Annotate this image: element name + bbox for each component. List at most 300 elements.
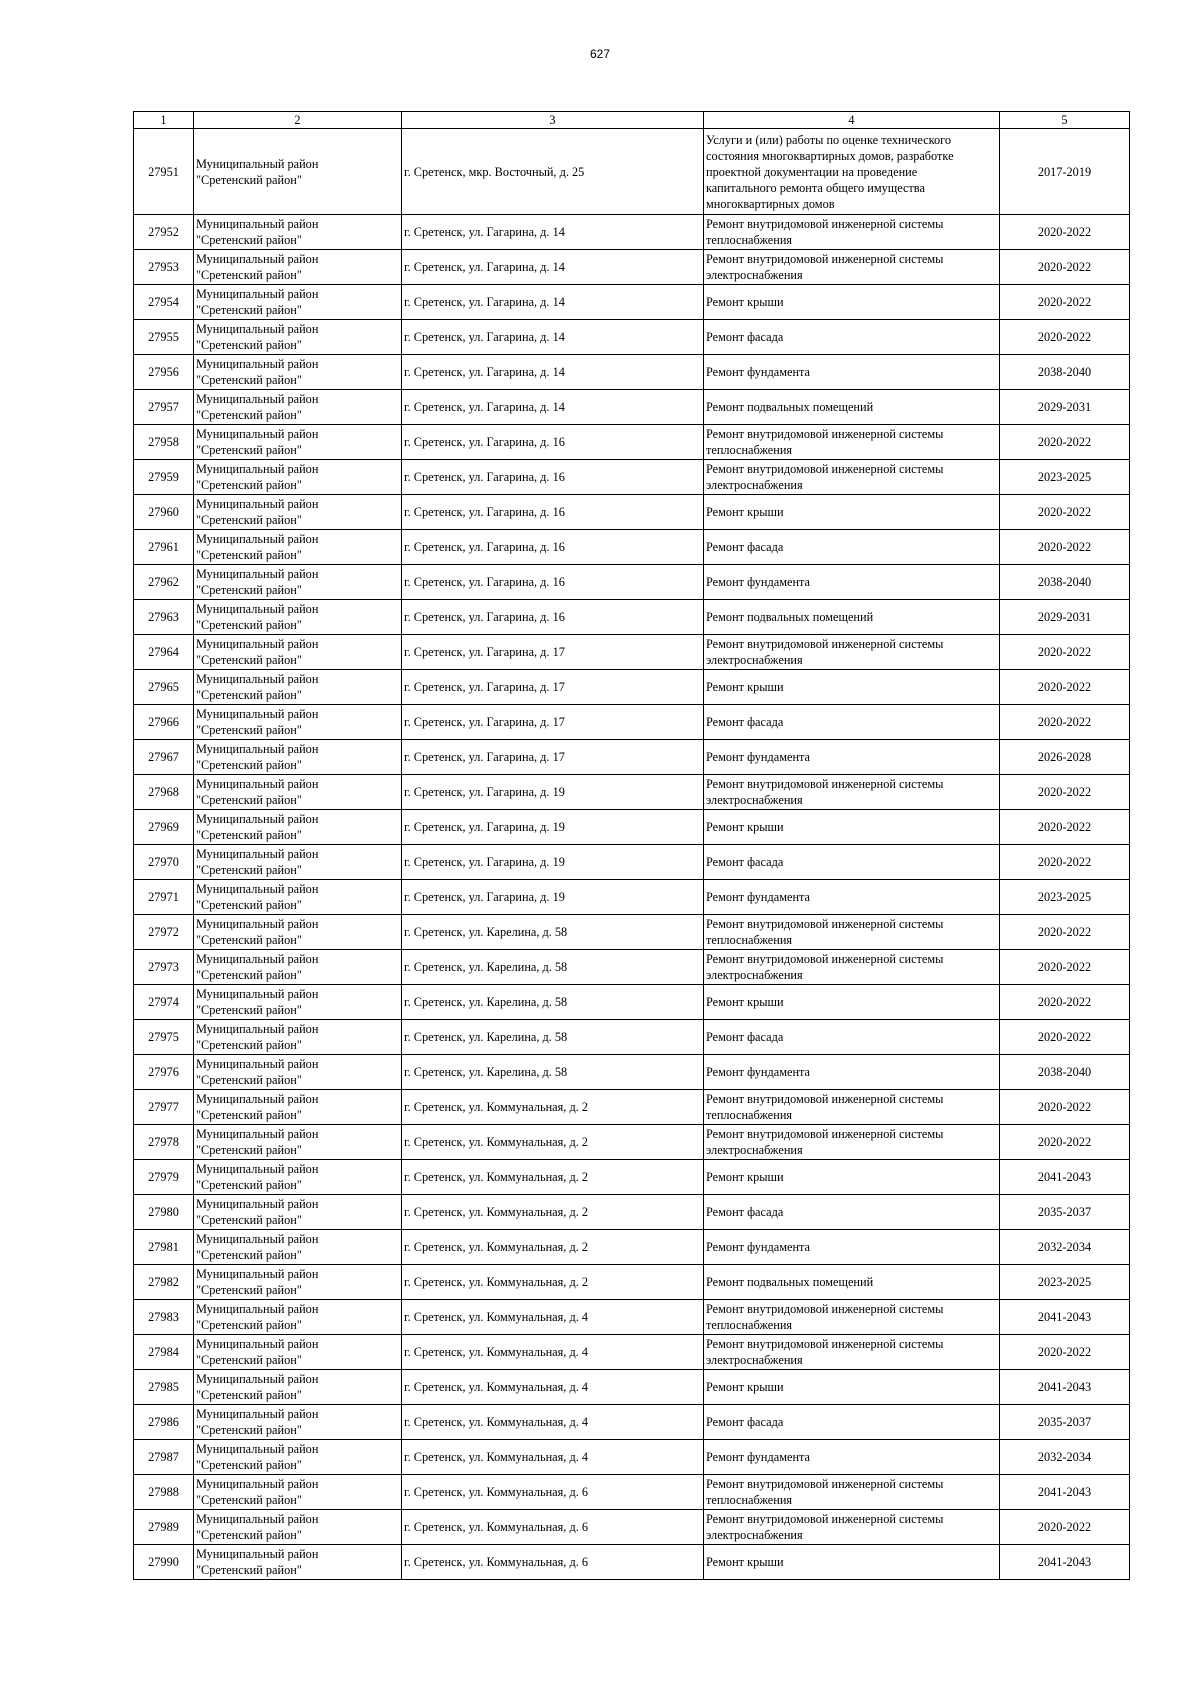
district-cell [194,1055,402,1090]
address-cell: г. Сретенск, ул. Гагарина, д. 19 [402,810,704,845]
district-cell [194,355,402,390]
address-cell: г. Сретенск, ул. Карелина, д. 58 [402,1020,704,1055]
work-type-line: Ремонт фасада [706,1205,784,1219]
work-type-line: теплоснабжения [706,1493,793,1507]
district-cell [194,1020,402,1055]
work-type-line: Ремонт внутридомовой инженерной системы [706,1127,944,1141]
work-type-line: Услуги и (или) работы по оценке технического [706,132,951,147]
repair-schedule-table [133,111,1130,1580]
work-type-cell [704,1440,1000,1475]
period-cell: 2038-2040 [1000,1055,1130,1090]
work-type-cell [704,1160,1000,1195]
work-type-cell [704,950,1000,985]
district-cell [194,1195,402,1230]
work-type-line: Ремонт крыши [706,505,784,519]
address-cell: г. Сретенск, ул. Гагарина, д. 17 [402,670,704,705]
address-cell: г. Сретенск, ул. Коммунальная, д. 6 [402,1510,704,1545]
work-type-cell [704,810,1000,845]
address-cell: г. Сретенск, ул. Гагарина, д. 16 [402,425,704,460]
district-line: "Сретенский район" [196,1388,302,1402]
record-number-cell: 27960 [134,495,194,530]
record-number-cell: 27967 [134,740,194,775]
record-number-cell: 27981 [134,1230,194,1265]
district-cell [194,635,402,670]
address-cell: г. Сретенск, ул. Коммунальная, д. 4 [402,1405,704,1440]
address-cell: г. Сретенск, ул. Коммунальная, д. 6 [402,1545,704,1580]
district-line: Муниципальный район [196,987,319,1001]
record-number-cell: 27954 [134,285,194,320]
work-type-cell [704,460,1000,495]
district-line: "Сретенский район" [196,618,302,632]
work-type-line: Ремонт фасада [706,855,784,869]
district-line: "Сретенский район" [196,1528,302,1542]
address-cell: г. Сретенск, ул. Коммунальная, д. 6 [402,1475,704,1510]
district-line: "Сретенский район" [196,443,302,457]
work-type-line: Ремонт фундамента [706,365,811,379]
address-cell: г. Сретенск, ул. Гагарина, д. 14 [402,250,704,285]
work-type-line: проектной документации на проведение [706,164,918,179]
address-cell: г. Сретенск, ул. Коммунальная, д. 2 [402,1090,704,1125]
work-type-cell [704,355,1000,390]
district-line: Муниципальный район [196,1057,319,1071]
record-number-cell: 27958 [134,425,194,460]
address-cell: г. Сретенск, ул. Гагарина, д. 16 [402,600,704,635]
table-row [134,285,1130,320]
district-line: "Сретенский район" [196,408,302,422]
district-cell [194,215,402,250]
district-line: "Сретенский район" [196,513,302,527]
district-line: Муниципальный район [196,917,319,931]
district-cell [194,670,402,705]
address-cell: г. Сретенск, ул. Карелина, д. 58 [402,950,704,985]
district-cell [194,915,402,950]
address-cell: г. Сретенск, ул. Коммунальная, д. 2 [402,1230,704,1265]
period-cell: 2020-2022 [1000,530,1130,565]
record-number-cell: 27976 [134,1055,194,1090]
table-row [134,495,1130,530]
district-line: Муниципальный район [196,602,319,616]
work-type-cell [704,1370,1000,1405]
address-cell: г. Сретенск, ул. Гагарина, д. 14 [402,390,704,425]
work-type-cell [704,495,1000,530]
district-cell [194,705,402,740]
work-type-cell [704,1230,1000,1265]
period-cell: 2023-2025 [1000,460,1130,495]
district-cell [194,845,402,880]
address-cell: г. Сретенск, ул. Коммунальная, д. 4 [402,1370,704,1405]
record-number-cell: 27984 [134,1335,194,1370]
period-cell: 2020-2022 [1000,950,1130,985]
period-cell: 2020-2022 [1000,775,1130,810]
work-type-line: Ремонт фундамента [706,890,811,904]
work-type-line: электроснабжения [706,478,803,492]
district-line: "Сретенский район" [196,338,302,352]
period-cell: 2029-2031 [1000,390,1130,425]
district-line: "Сретенский район" [196,1143,302,1157]
record-number-cell: 27988 [134,1475,194,1510]
table-row [134,460,1130,495]
work-type-cell [704,740,1000,775]
table-row [134,1195,1130,1230]
district-cell [194,1440,402,1475]
work-type-line: Ремонт фасада [706,330,784,344]
record-number-cell: 27952 [134,215,194,250]
district-line: "Сретенский район" [196,723,302,737]
district-cell [194,495,402,530]
table-row [134,215,1130,250]
table-row [134,1405,1130,1440]
record-number-cell: 27972 [134,915,194,950]
district-line: Муниципальный район [196,1127,319,1141]
address-cell: г. Сретенск, ул. Гагарина, д. 17 [402,740,704,775]
address-cell: г. Сретенск, ул. Коммунальная, д. 2 [402,1160,704,1195]
district-cell [194,320,402,355]
record-number-cell: 27964 [134,635,194,670]
address-cell: г. Сретенск, ул. Коммунальная, д. 4 [402,1440,704,1475]
period-cell: 2029-2031 [1000,600,1130,635]
record-number-cell: 27957 [134,390,194,425]
work-type-line: Ремонт фундамента [706,1065,811,1079]
work-type-line: многоквартирных домов [706,196,835,211]
district-cell [194,985,402,1020]
table-row [134,1440,1130,1475]
table-row [134,845,1130,880]
table-row [134,1545,1130,1580]
address-cell: г. Сретенск, ул. Гагарина, д. 19 [402,775,704,810]
period-cell: 2020-2022 [1000,1125,1130,1160]
work-type-cell [704,635,1000,670]
record-number-cell: 27978 [134,1125,194,1160]
district-cell [194,250,402,285]
period-cell: 2041-2043 [1000,1300,1130,1335]
district-cell [194,129,402,215]
record-number-cell: 27974 [134,985,194,1020]
work-type-line: Ремонт внутридомовой инженерной системы [706,1092,944,1106]
district-cell [194,950,402,985]
table-body [134,112,1130,1580]
district-line: "Сретенский район" [196,1003,302,1017]
work-type-line: Ремонт внутридомовой инженерной системы [706,1477,944,1491]
district-line: Муниципальный район [196,1442,319,1456]
work-type-line: Ремонт фасада [706,540,784,554]
period-cell: 2020-2022 [1000,250,1130,285]
work-type-cell [704,880,1000,915]
work-type-line: электроснабжения [706,968,803,982]
period-cell: 2020-2022 [1000,915,1130,950]
table-row [134,880,1130,915]
work-type-line: Ремонт крыши [706,820,784,834]
district-line: Муниципальный район [196,882,319,896]
table-row [134,1510,1130,1545]
district-cell [194,1160,402,1195]
district-line: "Сретенский район" [196,898,302,912]
district-line: "Сретенский район" [196,1108,302,1122]
record-number-cell: 27980 [134,1195,194,1230]
district-line: "Сретенский район" [196,1423,302,1437]
district-line: "Сретенский район" [196,172,302,187]
period-cell: 2020-2022 [1000,845,1130,880]
work-type-line: Ремонт внутридомовой инженерной системы [706,427,944,441]
district-line: "Сретенский район" [196,1073,302,1087]
period-cell: 2026-2028 [1000,740,1130,775]
address-cell: г. Сретенск, мкр. Восточный, д. 25 [402,129,704,215]
work-type-line: электроснабжения [706,793,803,807]
page-number: 627 [589,47,611,61]
work-type-line: Ремонт внутридомовой инженерной системы [706,952,944,966]
period-cell: 2035-2037 [1000,1195,1130,1230]
table-row [134,1265,1130,1300]
table-row [134,129,1130,215]
district-line: "Сретенский район" [196,828,302,842]
work-type-cell [704,1335,1000,1370]
work-type-cell [704,1055,1000,1090]
address-cell: г. Сретенск, ул. Карелина, д. 58 [402,1055,704,1090]
record-number-cell: 27985 [134,1370,194,1405]
work-type-line: теплоснабжения [706,1318,793,1332]
district-line: Муниципальный район [196,1197,319,1211]
period-cell: 2020-2022 [1000,985,1130,1020]
district-line: Муниципальный район [196,357,319,371]
district-cell [194,460,402,495]
record-number-cell: 27970 [134,845,194,880]
column-number-cell: 4 [704,112,1000,129]
district-line: Муниципальный район [196,1302,319,1316]
work-type-line: Ремонт фундамента [706,575,811,589]
district-cell [194,285,402,320]
work-type-cell [704,250,1000,285]
work-type-line: электроснабжения [706,1143,803,1157]
district-line: Муниципальный район [196,1232,319,1246]
district-cell [194,740,402,775]
work-type-line: Ремонт фундамента [706,1450,811,1464]
address-cell: г. Сретенск, ул. Карелина, д. 58 [402,915,704,950]
table-row [134,635,1130,670]
district-line: Муниципальный район [196,1162,319,1176]
work-type-line: электроснабжения [706,268,803,282]
period-cell: 2020-2022 [1000,1335,1130,1370]
table-row [134,1090,1130,1125]
work-type-line: Ремонт внутридомовой инженерной системы [706,1337,944,1351]
record-number-cell: 27965 [134,670,194,705]
district-line: Муниципальный район [196,217,319,231]
work-type-cell [704,1020,1000,1055]
record-number-cell: 27959 [134,460,194,495]
work-type-line: Ремонт фасада [706,1415,784,1429]
district-line: "Сретенский район" [196,1283,302,1297]
work-type-line: теплоснабжения [706,1108,793,1122]
district-cell [194,1370,402,1405]
work-type-cell [704,425,1000,460]
district-line: "Сретенский район" [196,1248,302,1262]
table-row [134,1230,1130,1265]
address-cell: г. Сретенск, ул. Коммунальная, д. 4 [402,1335,704,1370]
district-line: "Сретенский район" [196,1213,302,1227]
address-cell: г. Сретенск, ул. Коммунальная, д. 2 [402,1265,704,1300]
work-type-line: Ремонт подвальных помещений [706,1275,874,1289]
district-line: "Сретенский район" [196,1353,302,1367]
district-cell [194,425,402,460]
work-type-cell [704,775,1000,810]
work-type-line: Ремонт внутридомовой инженерной системы [706,917,944,931]
district-line: "Сретенский район" [196,968,302,982]
work-type-line: теплоснабжения [706,443,793,457]
record-number-cell: 27969 [134,810,194,845]
work-type-line: Ремонт внутридомовой инженерной системы [706,637,944,651]
work-type-line: Ремонт крыши [706,680,784,694]
work-type-line: Ремонт подвальных помещений [706,610,874,624]
table-row [134,250,1130,285]
period-cell: 2020-2022 [1000,320,1130,355]
district-cell [194,530,402,565]
record-number-cell: 27983 [134,1300,194,1335]
table-row [134,600,1130,635]
period-cell: 2023-2025 [1000,880,1130,915]
work-type-line: капитального ремонта общего имущества [706,180,925,195]
district-line: "Сретенский район" [196,548,302,562]
district-line: Муниципальный район [196,1267,319,1281]
work-type-line: Ремонт фасада [706,1030,784,1044]
work-type-cell [704,1195,1000,1230]
address-cell: г. Сретенск, ул. Коммунальная, д. 2 [402,1125,704,1160]
table-row [134,425,1130,460]
record-number-cell: 27971 [134,880,194,915]
work-type-cell [704,600,1000,635]
work-type-line: Ремонт крыши [706,295,784,309]
district-cell [194,390,402,425]
table-row [134,705,1130,740]
district-line: Муниципальный район [196,497,319,511]
district-line: "Сретенский район" [196,1458,302,1472]
work-type-line: Ремонт внутридомовой инженерной системы [706,777,944,791]
work-type-line: Ремонт внутридомовой инженерной системы [706,1512,944,1526]
work-type-cell [704,285,1000,320]
district-line: Муниципальный район [196,462,319,476]
district-line: "Сретенский район" [196,303,302,317]
period-cell: 2020-2022 [1000,215,1130,250]
district-cell [194,1300,402,1335]
table-row [134,1055,1130,1090]
district-line: Муниципальный район [196,637,319,651]
period-cell: 2038-2040 [1000,565,1130,600]
address-cell: г. Сретенск, ул. Гагарина, д. 16 [402,565,704,600]
address-cell: г. Сретенск, ул. Гагарина, д. 19 [402,880,704,915]
district-line: "Сретенский район" [196,933,302,947]
work-type-line: электроснабжения [706,1528,803,1542]
address-cell: г. Сретенск, ул. Гагарина, д. 16 [402,495,704,530]
district-line: Муниципальный район [196,427,319,441]
work-type-cell [704,1090,1000,1125]
work-type-line: Ремонт подвальных помещений [706,400,874,414]
work-type-line: Ремонт крыши [706,1555,784,1569]
period-cell: 2020-2022 [1000,285,1130,320]
period-cell: 2020-2022 [1000,810,1130,845]
district-line: "Сретенский район" [196,583,302,597]
district-line: Муниципальный район [196,672,319,686]
work-type-cell [704,1405,1000,1440]
address-cell: г. Сретенск, ул. Гагарина, д. 14 [402,285,704,320]
district-cell [194,880,402,915]
table-row [134,985,1130,1020]
table-row [134,565,1130,600]
period-cell: 2041-2043 [1000,1545,1130,1580]
record-number-cell: 27973 [134,950,194,985]
address-cell: г. Сретенск, ул. Гагарина, д. 16 [402,530,704,565]
column-number-row [134,112,1130,129]
address-cell: г. Сретенск, ул. Коммунальная, д. 4 [402,1300,704,1335]
district-line: Муниципальный район [196,847,319,861]
district-line: Муниципальный район [196,952,319,966]
period-cell: 2041-2043 [1000,1160,1130,1195]
work-type-line: Ремонт фасада [706,715,784,729]
table-row [134,1125,1130,1160]
column-number-cell: 5 [1000,112,1130,129]
address-cell: г. Сретенск, ул. Гагарина, д. 14 [402,215,704,250]
work-type-line: Ремонт внутридомовой инженерной системы [706,462,944,476]
district-line: Муниципальный район [196,1512,319,1526]
district-line: Муниципальный район [196,392,319,406]
record-number-cell: 27956 [134,355,194,390]
district-line: "Сретенский район" [196,758,302,772]
work-type-cell [704,1475,1000,1510]
address-cell: г. Сретенск, ул. Гагарина, д. 17 [402,705,704,740]
district-line: Муниципальный район [196,1407,319,1421]
work-type-line: Ремонт внутридомовой инженерной системы [706,217,944,231]
district-line: "Сретенский район" [196,1318,302,1332]
work-type-cell [704,129,1000,215]
district-line: "Сретенский район" [196,478,302,492]
record-number-cell: 27951 [134,129,194,215]
period-cell: 2020-2022 [1000,1090,1130,1125]
district-line: "Сретенский район" [196,653,302,667]
work-type-cell [704,320,1000,355]
district-cell [194,1405,402,1440]
table-row [134,915,1130,950]
work-type-cell [704,1125,1000,1160]
record-number-cell: 27987 [134,1440,194,1475]
district-line: Муниципальный район [196,252,319,266]
period-cell: 2017-2019 [1000,129,1130,215]
district-cell [194,1475,402,1510]
district-cell [194,1510,402,1545]
district-line: Муниципальный район [196,1477,319,1491]
district-cell [194,1090,402,1125]
record-number-cell: 27953 [134,250,194,285]
record-number-cell: 27990 [134,1545,194,1580]
record-number-cell: 27977 [134,1090,194,1125]
district-line: Муниципальный район [196,1372,319,1386]
district-line: Муниципальный район [196,777,319,791]
district-line: Муниципальный район [196,532,319,546]
work-type-cell [704,565,1000,600]
work-type-line: Ремонт фундамента [706,1240,811,1254]
period-cell: 2038-2040 [1000,355,1130,390]
table-row [134,950,1130,985]
work-type-line: Ремонт крыши [706,1380,784,1394]
district-line: "Сретенский район" [196,1038,302,1052]
district-cell [194,565,402,600]
period-cell: 2020-2022 [1000,705,1130,740]
district-cell [194,775,402,810]
table-row [134,1160,1130,1195]
district-cell [194,810,402,845]
period-cell: 2041-2043 [1000,1370,1130,1405]
record-number-cell: 27968 [134,775,194,810]
work-type-line: Ремонт внутридомовой инженерной системы [706,1302,944,1316]
work-type-line: Ремонт внутридомовой инженерной системы [706,252,944,266]
table-row [134,1370,1130,1405]
work-type-cell [704,530,1000,565]
address-cell: г. Сретенск, ул. Гагарина, д. 14 [402,320,704,355]
